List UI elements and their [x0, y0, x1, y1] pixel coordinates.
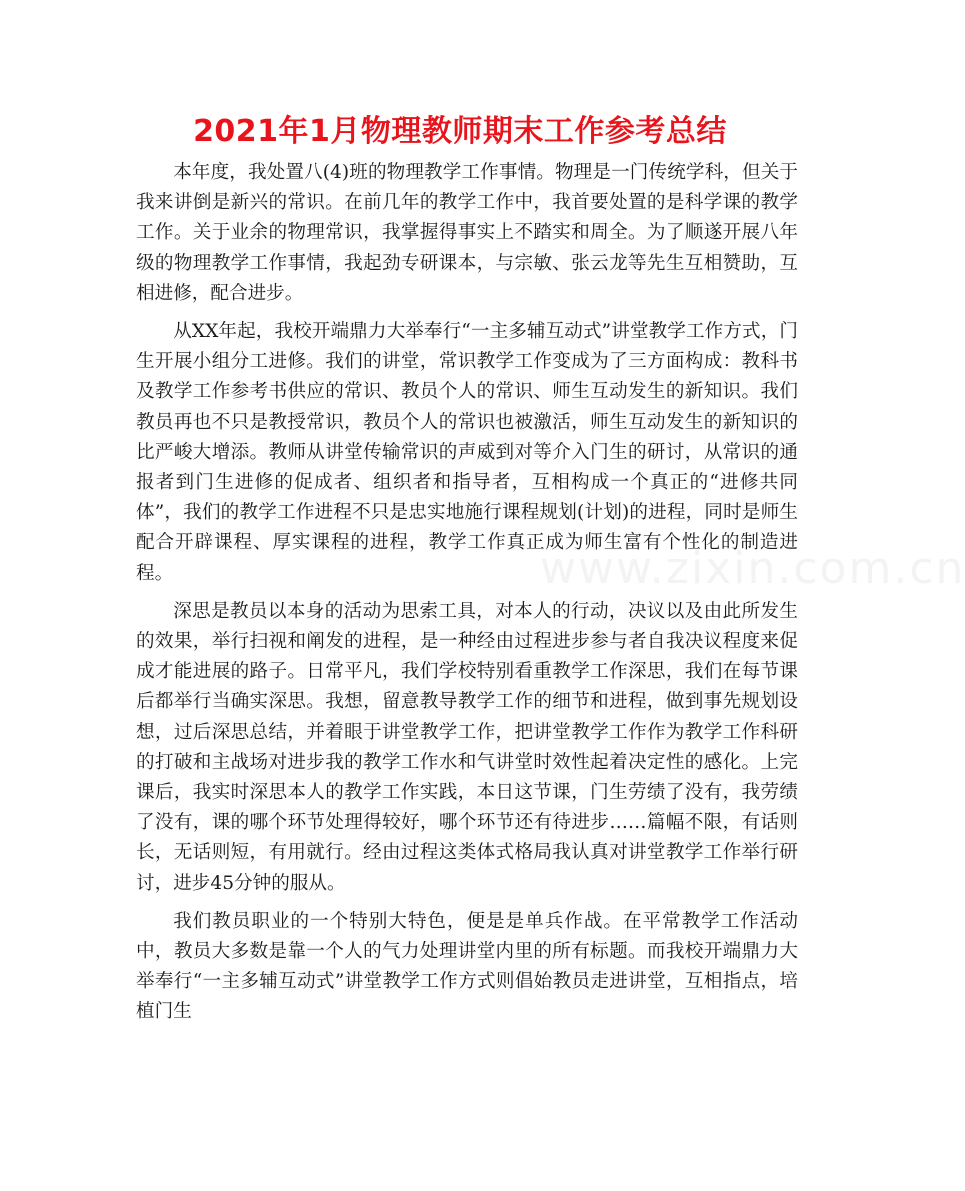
paragraph-3: 深思是教员以本身的活动为思索工具，对本人的行动，决议以及由此所发生的效果，举行扫视和阐发的进程，是一种经由过程进步参与者自我决议程度来促成才能进展的路子。日常平凡，我们学校特别看重教学工作深思，我们在每节课后都举行当确实深思。我想，留意教导教学工作的细节和进程，做到事先规划设想，过后深思总结，并着眼于讲堂教学工作，把讲堂教学工作作为教学工作科研的打破和主战场对进步我的教学工作水和气讲堂时效性起着决定性的感化。上完课后，我实时深思本人的教学工作实践，本日这节课，门生劳绩了没有，我劳绩了没有，课的哪个环节处理得较好，哪个环节还有待进步……篇幅不限，有话则长，无话则短，有用就行。经由过程这类体式格局我认真对讲堂教学工作举行研讨，进步45分钟的服从。 [136, 600, 798, 894]
paragraph-1: 本年度，我处置八(4)班的物理教学工作事情。物理是一门传统学科，但关于我来讲倒是新兴的常识。在前几年的教学工作中，我首要处置的是科学课的教学工作。关于业余的物理常识，我掌握得事实上不踏实和周全。为了顺遂开展八年级的物理教学工作事情，我起劲专研课本，与宗敏、张云龙等先生互相赞助，互相进修，配合进步。 [136, 162, 798, 304]
paragraph-4: 我们教员职业的一个特别大特色，便是是单兵作战。在平常教学工作活动中，教员大多数是靠一个人的气力处理讲堂内里的所有标题。而我校开端鼎力大举奉行“一主多辅互动式”讲堂教学工作方式则倡始教员走进讲堂，互相指点，培植门生 [136, 910, 798, 1023]
watermark: www.zixin.com.cn [540, 543, 965, 594]
document-body [136, 158, 798, 1036]
paragraph-2: 从XX年起，我校开端鼎力大举奉行“一主多辅互动式”讲堂教学工作方式，门生开展小组分工进修。我们的讲堂，常识教学工作变成为了三方面构成：教科书及教学工作参考书供应的常识、教员个人的常识、师生互动发生的新知识。我们教员再也不只是教授常识，教员个人的常识也被激活，师生互动发生的新知识的比严峻大增添。教师从讲堂传输常识的声威到对等介入门生的研讨，从常识的通报者到门生进修的促成者、组织者和指导者，互相构成一个真正的“进修共同体”，我们的教学工作进程不只是忠实地施行课程规划(计划)的进程，同时是师生配合开辟课程、厚实课程的进程，教学工作真正成为师生富有个性化的制造进程。 [136, 321, 798, 584]
document-title: 2021年1月物理教师期末工作参考总结 [193, 114, 727, 149]
